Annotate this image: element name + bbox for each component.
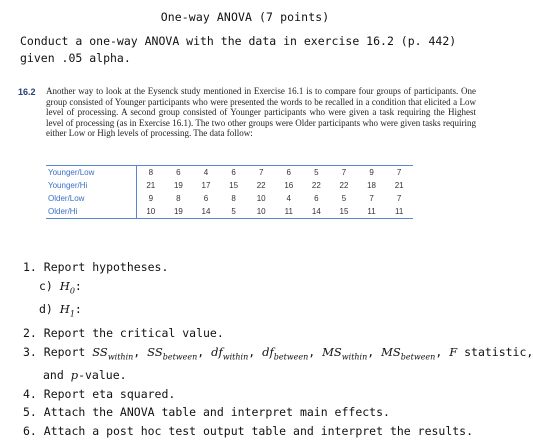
question-1d (23, 300, 485, 324)
table-cell: 21 (146, 181, 156, 190)
row-label: Younger/Low (46, 166, 137, 180)
table-cell: 5 (341, 194, 347, 203)
question-2: 2. Report the critical value. (23, 326, 224, 341)
data-table (46, 165, 413, 219)
table-cell: 6 (165, 166, 193, 180)
table-cell: 15 (330, 205, 358, 219)
stat-symbol: df (262, 344, 274, 359)
h0-symbol: H (59, 278, 70, 293)
question-4: 4. Report eta squared. (23, 386, 176, 401)
table-cell: 11 (358, 205, 386, 219)
question-1: 1. Report hypotheses. (23, 260, 169, 274)
stat-symbol: df (211, 344, 223, 359)
table-cell: 19 (165, 205, 193, 219)
table-cell: 11 (275, 205, 303, 219)
table-cell: 17 (201, 181, 211, 190)
stat-symbol: MS (381, 344, 401, 359)
stat-symbol: SS (147, 344, 163, 359)
table-cell: 6 (220, 166, 248, 180)
table-cell: 7 (369, 194, 374, 203)
table-cell: 5 (220, 205, 248, 219)
q3-line2-prefix: and (43, 368, 71, 383)
assignment-intro (20, 33, 480, 67)
table-cell: 7 (330, 166, 358, 180)
page-title: One-way ANOVA (7 points) (160, 10, 330, 24)
table-row (46, 166, 413, 180)
table-cell: 10 (247, 205, 275, 219)
table-cell: 6 (314, 194, 319, 203)
question-6: 6. Attach a post hoc test output table and interpret the results. (23, 423, 474, 438)
question-1c (23, 277, 485, 301)
table-cell: 14 (192, 205, 220, 219)
table-cell: 22 (311, 181, 321, 190)
question-3-line-2 (23, 366, 485, 385)
stat-subscript: between (162, 351, 198, 361)
table-row (46, 192, 413, 205)
table-cell: 16 (284, 181, 294, 190)
table-cell: 7 (247, 166, 275, 180)
table-cell: 8 (137, 166, 165, 180)
term-separator: , (197, 344, 212, 359)
table-cell: 21 (394, 181, 404, 190)
table-cell: 22 (256, 181, 266, 190)
table-cell: 7 (396, 194, 402, 203)
table-cell: 8 (231, 194, 236, 203)
q3-prefix: 3. Report (23, 344, 93, 359)
question-5: 5. Attach the ANOVA table and interpret main effects. (23, 405, 390, 420)
question-3 (23, 343, 533, 367)
p-symbol: p (70, 368, 79, 383)
stat-symbol: SS (92, 344, 108, 359)
stat-symbol: MS (322, 344, 342, 359)
table-cell: 9 (358, 166, 386, 180)
stat-subscript: within (341, 351, 368, 361)
table-cell: 10 (256, 194, 266, 203)
table-cell: 7 (385, 166, 413, 180)
q3-terms (92, 345, 457, 359)
stat-subscript: between (273, 351, 309, 361)
row-label: Younger/Hi (46, 179, 137, 192)
row-label: Older/Hi (46, 205, 137, 219)
table-cell: 8 (176, 194, 181, 203)
row-label: Older/Low (46, 192, 137, 205)
term-separator: , (133, 344, 148, 359)
table-cell: 14 (303, 205, 331, 219)
table-cell: 4 (192, 166, 220, 180)
table-cell: 22 (339, 181, 349, 190)
stat-subscript: within (222, 351, 249, 361)
q1c-suffix: : (74, 278, 82, 293)
table-cell: 6 (203, 194, 209, 203)
term-separator: , (435, 344, 450, 359)
intro-line-1: Conduct a one-way ANOVA with the data in exercise 16.2 (p. 442) (20, 34, 457, 48)
q3-line2-suffix: -value. (78, 368, 127, 383)
q1d-prefix: d) (39, 302, 60, 317)
exercise-text: Another way to look at the Eysenck study mentioned in Exercise 16.1 is to compare four groups of participants. One group consisted of Younger participants who were presented the words to be recalled in a condition that elicited a Low level of processing. A second group consisted of Younger participants who were given a task requiring the Highest level of processing (as in Exercise 16.1). The two other groups were Older participants who were given tasks requiring either Low or High levels of processing. The data follow: (46, 86, 476, 139)
table-cell: 4 (286, 194, 291, 203)
h1-symbol: H (59, 302, 70, 317)
stat-subscript: between (400, 351, 436, 361)
table-cell: 19 (173, 181, 183, 190)
table-cell: 6 (275, 166, 303, 180)
term-separator: , (367, 344, 382, 359)
table-cell: 18 (367, 181, 376, 190)
table-cell: 11 (385, 205, 413, 219)
table-cell: 10 (137, 205, 165, 219)
table-cell: 15 (229, 181, 239, 190)
q1c-prefix: c) (39, 278, 60, 293)
intro-line-2: given .05 alpha. (20, 51, 131, 65)
table-row (46, 179, 413, 192)
table-cell: 5 (303, 166, 331, 180)
h0-subscript: 0 (69, 285, 75, 295)
exercise-number: 16.2 (18, 87, 36, 97)
q1d-suffix: : (74, 302, 82, 317)
h1-subscript: 1 (69, 309, 75, 319)
table-cell: 9 (148, 194, 154, 203)
stat-subscript: within (107, 351, 134, 361)
q3-tail: statistic, (457, 344, 533, 359)
table-row (46, 205, 413, 219)
term-separator: , (248, 344, 263, 359)
stat-symbol: F (449, 344, 458, 359)
question-list (23, 258, 533, 440)
term-separator: , (308, 344, 323, 359)
